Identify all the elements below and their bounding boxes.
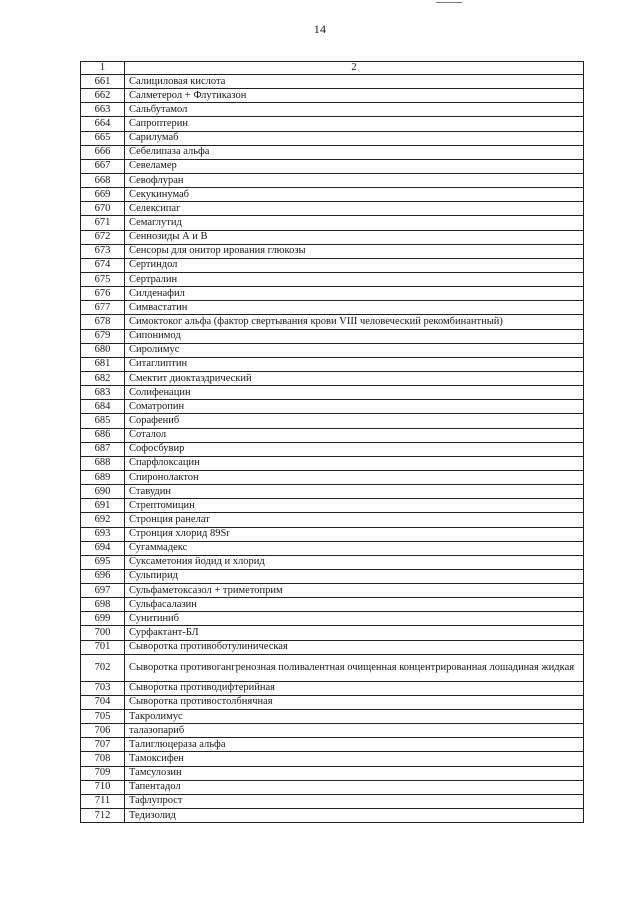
table-row [81,301,584,315]
table-header-row [81,62,584,75]
drug-list-table [80,61,584,823]
table-row [81,598,584,612]
table-row [81,244,584,258]
table-row [81,75,584,89]
table-row [81,357,584,371]
row-number: 694 [81,541,125,555]
drug-name: талазопариб [125,724,584,738]
table-row [81,131,584,145]
row-number: 680 [81,343,125,357]
row-number: 666 [81,145,125,159]
table-row [81,695,584,709]
table-row [81,485,584,499]
table-row [81,809,584,823]
drug-name: Сертралин [125,272,584,286]
table-row [81,584,584,598]
table-row [81,470,584,484]
drug-name: Сыворотка противостолбнячная [125,695,584,709]
table-row [81,428,584,442]
drug-name: Сапроптерин [125,117,584,131]
row-number: 684 [81,400,125,414]
row-number: 700 [81,626,125,640]
table-row [81,654,584,681]
table-row [81,780,584,794]
table-row [81,202,584,216]
drug-name: Софосбувир [125,442,584,456]
row-number: 707 [81,738,125,752]
table-row [81,724,584,738]
row-number: 683 [81,386,125,400]
row-number: 693 [81,527,125,541]
drug-name: Тамсулозин [125,766,584,780]
drug-name: Симвастатин [125,301,584,315]
row-number: 664 [81,117,125,131]
table-row [81,456,584,470]
table-row [81,173,584,187]
row-number: 677 [81,301,125,315]
table-row [81,329,584,343]
row-number: 702 [81,654,125,681]
row-number: 712 [81,809,125,823]
drug-name: Суксаметония йодид и хлорид [125,555,584,569]
row-number: 673 [81,244,125,258]
drug-name: Такролимус [125,710,584,724]
table-row [81,315,584,329]
row-number: 672 [81,230,125,244]
drug-name: Талиглюцераза альфа [125,738,584,752]
table-row [81,400,584,414]
drug-name: Соматропин [125,400,584,414]
drug-name: Сарилумаб [125,131,584,145]
row-number: 692 [81,513,125,527]
table-row [81,230,584,244]
table-row [81,103,584,117]
drug-name: Смектит диоктаэдрический [125,371,584,385]
drug-name: Стронция ранелат [125,513,584,527]
drug-name: Севеламер [125,159,584,173]
row-number: 687 [81,442,125,456]
table-row [81,159,584,173]
row-number: 695 [81,555,125,569]
table-row [81,513,584,527]
table-row [81,145,584,159]
row-number: 682 [81,371,125,385]
column-header-number: 1 [81,62,125,75]
row-number: 708 [81,752,125,766]
row-number: 667 [81,159,125,173]
drug-name: Сугаммадекс [125,541,584,555]
row-number: 704 [81,695,125,709]
row-number: 705 [81,710,125,724]
table-row [81,752,584,766]
table-row [81,272,584,286]
drug-name: Себелипаза альфа [125,145,584,159]
drug-name: Тедизолид [125,809,584,823]
row-number: 679 [81,329,125,343]
table-row [81,216,584,230]
drug-name: Спарфлоксацин [125,456,584,470]
table-row [81,766,584,780]
row-number: 709 [81,766,125,780]
row-number: 668 [81,173,125,187]
row-number: 691 [81,499,125,513]
row-number: 670 [81,202,125,216]
drug-name: Сыворотка противогангренозная поливалентная очищенная концентрированная лошадиная жидкая [125,654,584,681]
row-number: 701 [81,640,125,654]
row-number: 671 [81,216,125,230]
drug-name: Салметерол + Флутиказон [125,89,584,103]
drug-name: Сульфасалазин [125,598,584,612]
table-row [81,414,584,428]
row-number: 661 [81,75,125,89]
drug-name: Сыворотка противоботулиническая [125,640,584,654]
drug-name: Сальбутамол [125,103,584,117]
drug-name: Секукинумаб [125,188,584,202]
table-row [81,343,584,357]
drug-name: Ставудин [125,485,584,499]
drug-name: Стрептомицин [125,499,584,513]
drug-name: Севофлуран [125,173,584,187]
row-number: 675 [81,272,125,286]
table-row [81,626,584,640]
drug-name: Ситаглиптин [125,357,584,371]
table-row [81,640,584,654]
table-row [81,258,584,272]
drug-name: Сипонимод [125,329,584,343]
column-header-name: 2 [125,62,584,75]
row-number: 665 [81,131,125,145]
drug-name: Сиролимус [125,343,584,357]
table-row [81,442,584,456]
row-number: 690 [81,485,125,499]
table-row [81,710,584,724]
row-number: 699 [81,612,125,626]
row-number: 696 [81,569,125,583]
table-row [81,371,584,385]
drug-name: Семаглутид [125,216,584,230]
drug-name: Сеннозиды А и В [125,230,584,244]
drug-name: Сурфактант-БЛ [125,626,584,640]
table-row [81,287,584,301]
row-number: 698 [81,598,125,612]
drug-name: Тапентадол [125,780,584,794]
drug-name: Солифенацин [125,386,584,400]
page-number: 14 [313,22,327,36]
table-row [81,738,584,752]
drug-name: Сорафениб [125,414,584,428]
row-number: 685 [81,414,125,428]
table-body [81,75,584,823]
row-number: 662 [81,89,125,103]
drug-name: Стронция хлорид 89Sr [125,527,584,541]
table-row [81,117,584,131]
row-number: 703 [81,681,125,695]
drug-name: Селексипаг [125,202,584,216]
drug-name: Тамоксифен [125,752,584,766]
row-number: 697 [81,584,125,598]
row-number: 676 [81,287,125,301]
row-number: 669 [81,188,125,202]
top-edge-mark [436,2,462,3]
table-row [81,499,584,513]
row-number: 681 [81,357,125,371]
table-row [81,527,584,541]
drug-name: Соталол [125,428,584,442]
drug-name: Салициловая кислота [125,75,584,89]
drug-name: Сульфаметоксазол + триметоприм [125,584,584,598]
row-number: 706 [81,724,125,738]
drug-name: Сыворотка противодифтерийная [125,681,584,695]
row-number: 678 [81,315,125,329]
row-number: 688 [81,456,125,470]
row-number: 689 [81,470,125,484]
drug-name: Силденафил [125,287,584,301]
table-row [81,541,584,555]
drug-name: Сенсоры для онитор ирования глюкозы [125,244,584,258]
table-row [81,794,584,808]
drug-name: Сунитиниб [125,612,584,626]
drug-name: Симоктоког альфа (фактор свертывания крови VIII человеческий рекомбинантный) [125,315,584,329]
table-row [81,188,584,202]
drug-name: Спиронолактон [125,470,584,484]
row-number: 711 [81,794,125,808]
row-number: 663 [81,103,125,117]
table-row [81,569,584,583]
table-row [81,681,584,695]
table-row [81,555,584,569]
drug-name: Тафлупрост [125,794,584,808]
drug-name: Сертиндол [125,258,584,272]
row-number: 674 [81,258,125,272]
row-number: 686 [81,428,125,442]
table-row [81,612,584,626]
row-number: 710 [81,780,125,794]
table-row [81,89,584,103]
drug-name: Сульпирид [125,569,584,583]
table-row [81,386,584,400]
